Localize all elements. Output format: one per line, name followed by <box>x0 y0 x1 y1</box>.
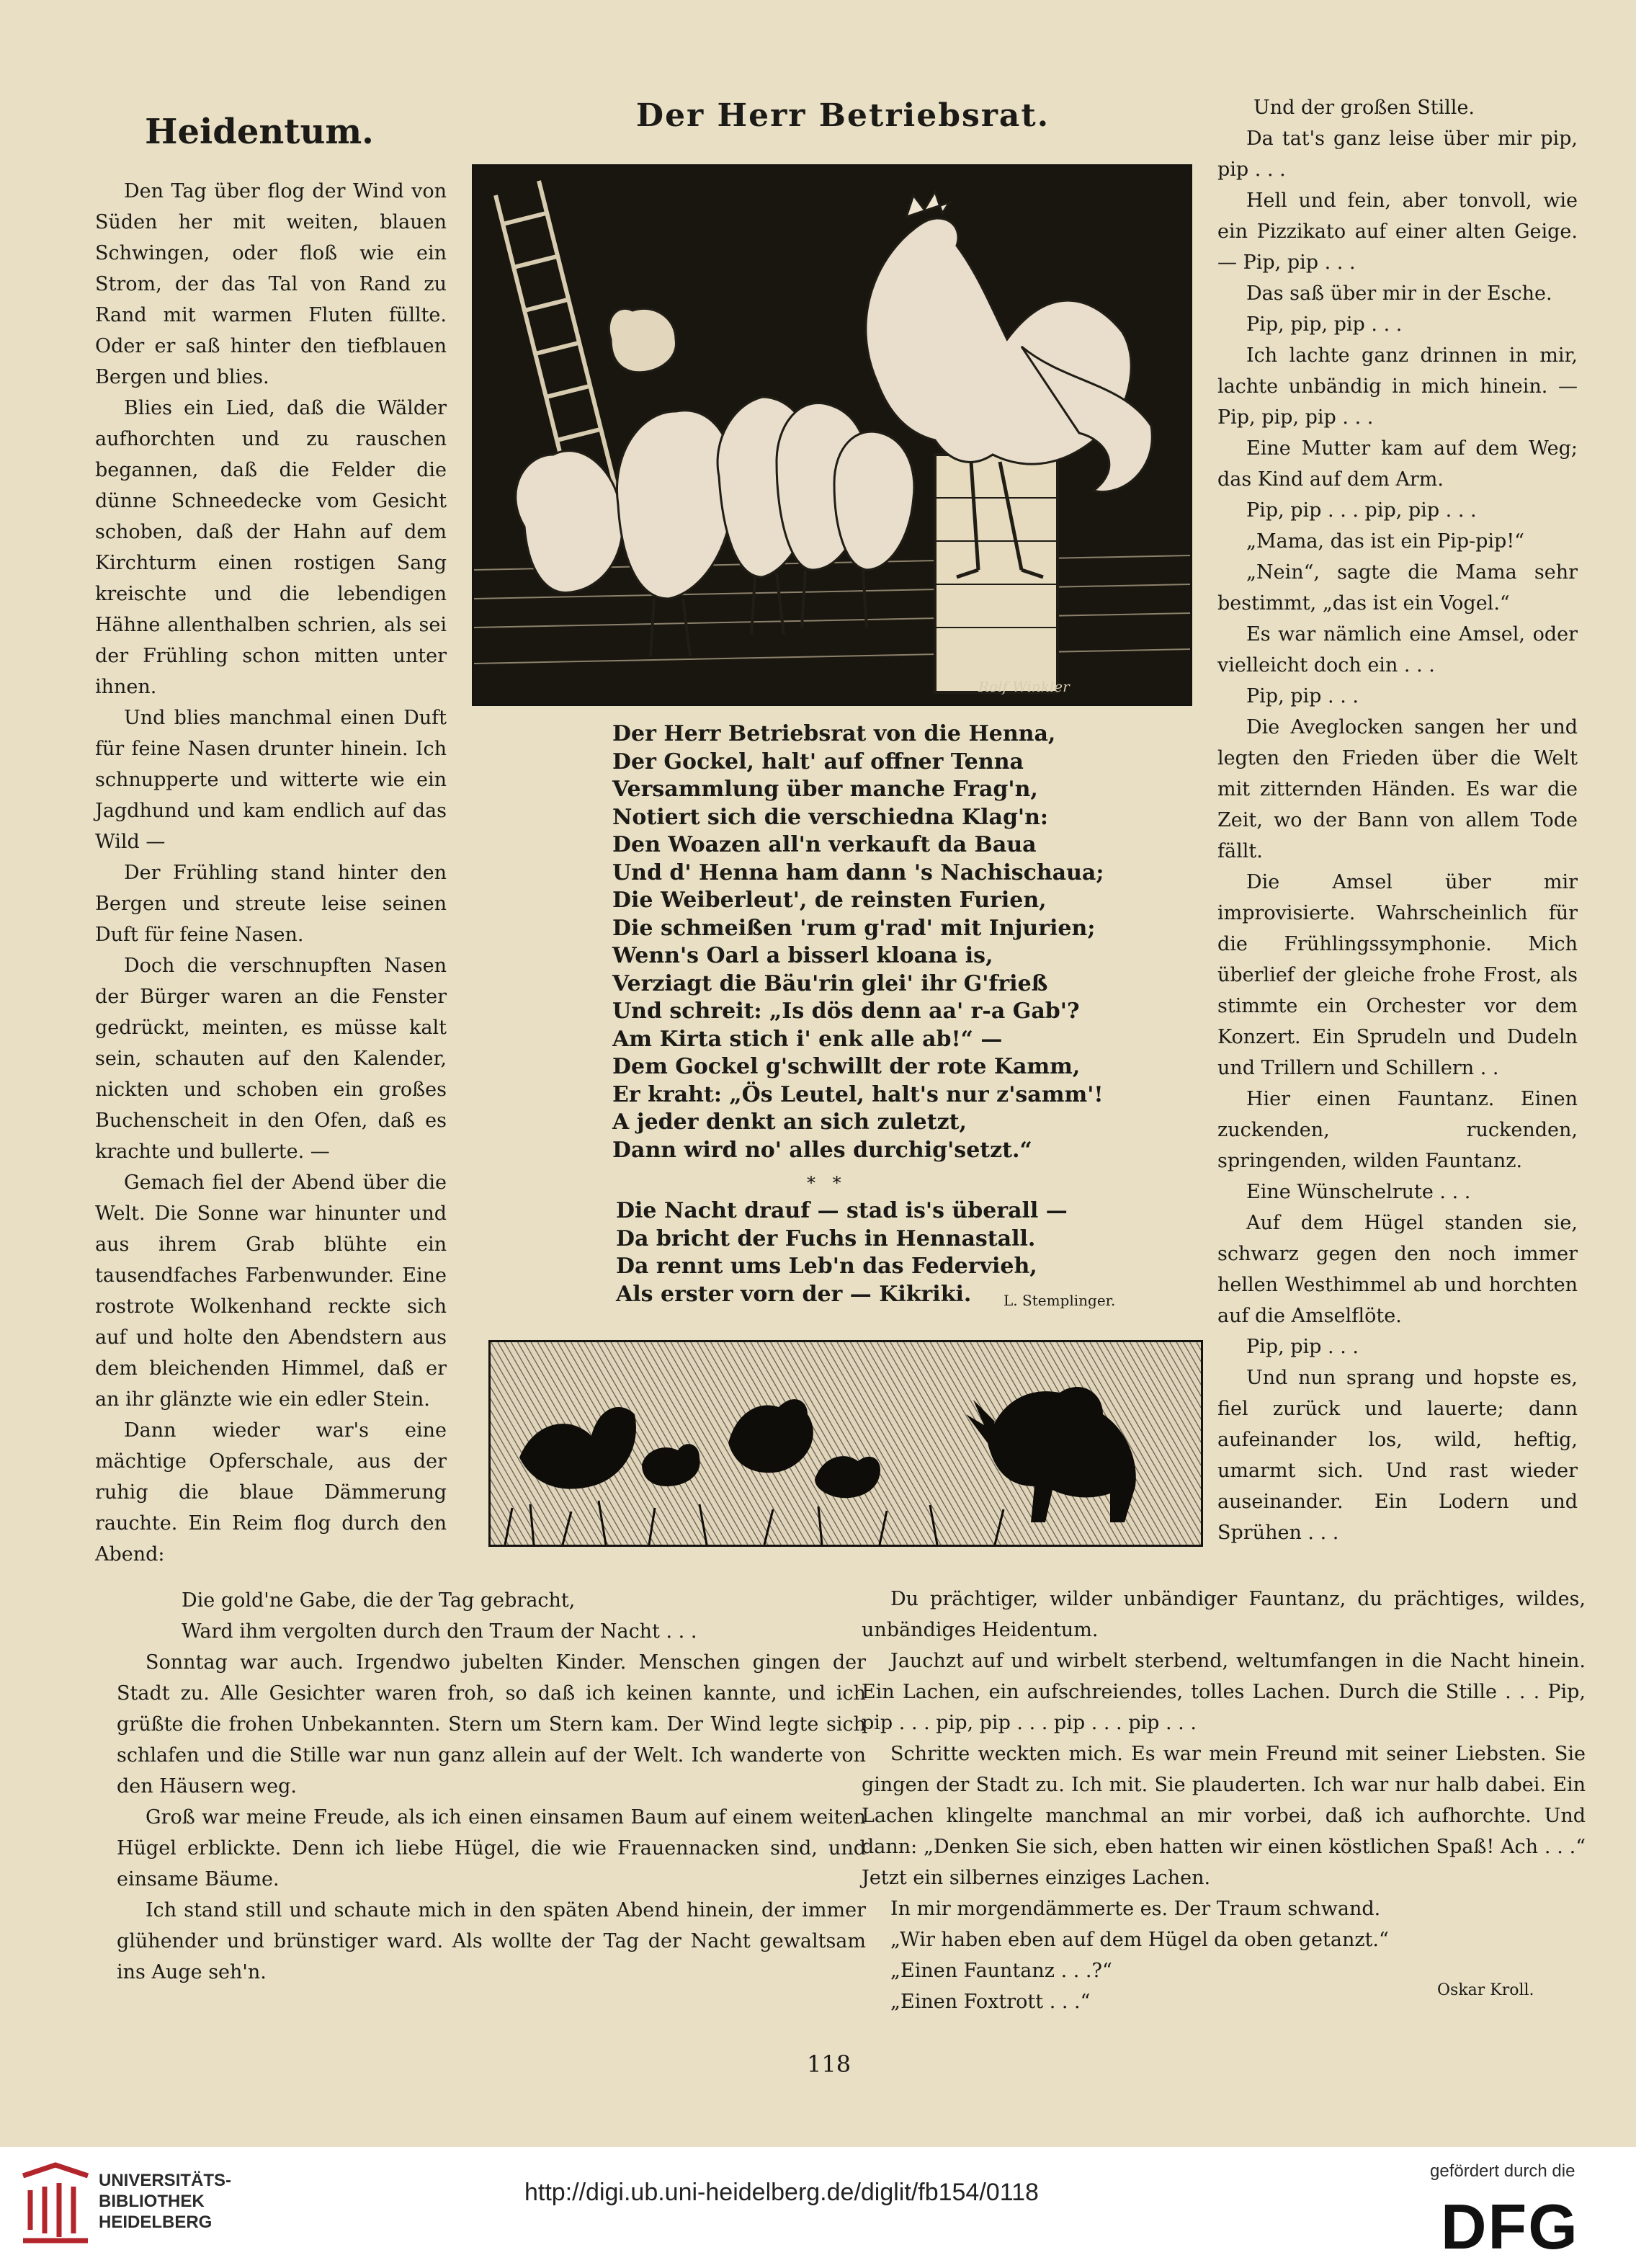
paragraph: Pip, pip, pip . . . <box>1246 313 1403 336</box>
paragraph: Jauchzt auf und wirbelt sterbend, weltumfangen in die Nacht hinein. Ein Lachen, ein aufschreiendes, tolles Lachen. Durch die Stille . . . Pip, pip . . . pip, pip . . . pip . . . pip . . . <box>862 1650 1586 1734</box>
funded-by-label: gefördert durch die <box>1430 2161 1575 2181</box>
digitization-footer <box>0 2147 1636 2268</box>
paragraph: Schritte weckten mich. Es war mein Freund mit seiner Liebsten. Sie gingen der Stadt zu. Ich mit. Sie plauderten. Ich war nur halb dabei. Ein Lachen klingelte manchmal an mir vorbei, daß ich aufhorchte. Und dann: „Denken Sie sich, eben hatten wir einen köstlichen Spaß! Ach . . .“ Jetzt ein silbernes einziges Lachen. <box>862 1743 1586 1889</box>
poem-line: Der Gockel, halt' auf offner Tenna <box>612 749 1024 774</box>
page-number: 118 <box>807 2050 851 2078</box>
paragraph: Es war nämlich eine Amsel, oder vielleicht doch ein . . . <box>1217 623 1578 677</box>
paragraph: Und der großen Stille. <box>1253 97 1475 119</box>
poem-line: Der Herr Betriebsrat von die Henna, <box>612 721 1056 746</box>
poem-line: Er kraht: „Ös Leutel, halt's nur z'samm'! <box>612 1081 1104 1107</box>
poem-line: Den Woazen all'n verkauft da Baua <box>612 832 1037 857</box>
paragraph: Hier einen Fauntanz. Einen zuckenden, ruckenden, springenden, wilden Fauntanz. <box>1217 1088 1578 1172</box>
paragraph: Der Frühling stand hinter den Bergen und streute leise seinen Duft für feine Nasen. <box>95 862 447 946</box>
paragraph: Das saß über mir in der Esche. <box>1246 282 1552 305</box>
verse-line: Die gold'ne Gabe, die der Tag gebracht, <box>182 1589 576 1612</box>
dfg-logo[interactable]: DFG <box>1441 2191 1579 2262</box>
library-name-line: HEIDELBERG <box>99 2213 213 2232</box>
poem-line: Wenn's Oarl a bisserl kloana is, <box>612 943 993 968</box>
paragraph: Blies ein Lied, daß die Wälder aufhorchten und zu rauschen begannen, daß die Felder die dünne Schneedecke vom Gesicht schoben, daß der Hahn auf dem Kirchturm einen rostigen Sang kreischte und die lebendigen Hähne allenthalben schrien, als sei der Frühling schon mitten unter ihnen. <box>95 397 447 698</box>
illustrator-signature: Rolf Winkler <box>978 678 1070 695</box>
paragraph: In mir morgendämmerte es. Der Traum schwand. <box>890 1898 1381 1920</box>
rooster-barn-illustration <box>472 164 1192 706</box>
poem-line: A jeder denkt an sich zuletzt, <box>612 1110 967 1135</box>
paragraph: Die Amsel über mir improvisierte. Wahrscheinlich für die Frühlingssymphonie. Mich überlief der gleiche frohe Frost, als stimmte ein Orchester vor dem Konzert. Ein Sprudeln und Dudeln und Trillern und Schillern . . <box>1217 871 1578 1079</box>
library-logo-mark-icon <box>16 2161 95 2246</box>
paragraph: Du prächtiger, wilder unbändiger Fauntanz, du prächtiges, wildes, unbändiges Heidentum. <box>862 1588 1586 1641</box>
paragraph: „Mama, das ist ein Pip-pip!“ <box>1246 530 1524 553</box>
permalink-url[interactable]: http://digi.ub.uni-heidelberg.de/diglit/fb154/0118 <box>524 2179 1039 2206</box>
paragraph: Da tat's ganz leise über mir pip, pip . . . <box>1217 128 1578 181</box>
poem-stanza-1 <box>612 720 1160 1164</box>
paragraph: Doch die verschnupften Nasen der Bürger waren an die Fenster gedrückt, meinten, es müsse kalt sein, schauten auf den Kalender, nickten und schoben ein großes Buchenscheit in den Ofen, daß es krachte und bullerte. — <box>95 955 447 1163</box>
paragraph: Auf dem Hügel standen sie, schwarz gegen den noch immer hellen Westhimmel ab und horchten auf die Amselflöte. <box>1217 1212 1578 1327</box>
poem-line: Am Kirta stich i' enk alle ab!“ — <box>612 1026 1003 1052</box>
poem-line: Verziagt die Bäu'rin glei' ihr G'frieß <box>612 970 1048 996</box>
poem-line: Als erster vorn der — Kikriki. <box>616 1281 972 1307</box>
paragraph: „Nein“, sagte die Mama sehr bestimmt, „das ist ein Vogel.“ <box>1217 561 1578 615</box>
fox-and-chickens-silhouette <box>491 1342 1201 1545</box>
paragraph: Und nun sprang und hopste es, fiel zurück und lauerte; dann aufeinander los, wild, heftig, umarmt sich. Und rast wieder auseinander. Ein Lodern und Sprühen . . . <box>1217 1367 1578 1544</box>
rooster-drawing <box>474 166 1190 704</box>
paragraph: Und blies manchmal einen Duft für feine Nasen drunter hinein. Ich schnupperte und witterte wie ein Jagdhund und kam endlich auf das Wild — <box>95 707 447 853</box>
paragraph: „Einen Fauntanz . . .?“ <box>890 1960 1112 1982</box>
paragraph: Gemach fiel der Abend über die Welt. Die Sonne war hinunter und aus ihrem Grab blühte ein tausendfaches Farbenwunder. Eine rostrote Wolkenhand reckte sich auf und holte den Abendstern aus dem bleichenden Himmel, daß er an ihr glänzte wie ein edler Stein. <box>95 1171 447 1411</box>
poem-line: Da rennt ums Leb'n das Federvieh, <box>616 1254 1037 1279</box>
library-name-line: BIBLIOTHEK <box>99 2192 205 2211</box>
poem-line: Dann wird no' alles durchig'setzt.“ <box>612 1137 1032 1163</box>
paragraph: Eine Mutter kam auf dem Weg; das Kind auf dem Arm. <box>1217 437 1578 491</box>
paragraph: Die Aveglocken sangen her und legten den Frieden über die Welt mit zitternden Händen. Es war die Zeit, wo der Bann von allem Tode fällt. <box>1217 716 1578 862</box>
paragraph: Pip, pip . . . <box>1246 1336 1359 1358</box>
university-library-logo-icon[interactable] <box>16 2161 95 2246</box>
verse-line: Ward ihm vergolten durch den Traum der Nacht . . . <box>182 1620 697 1643</box>
poem-line: Notiert sich die verschiedna Klag'n: <box>612 804 1048 830</box>
library-name <box>99 2170 231 2233</box>
right-text-column <box>1217 92 1578 1548</box>
paragraph: Ich stand still und schaute mich in den späten Abend hinein, der immer glühender und brünstiger ward. Als wollte der Tag der Nacht gewaltsam ins Auge seh'n. <box>117 1899 866 1983</box>
poem-line: Die schmeißen 'rum g'rad' mit Injurien; <box>612 915 1096 941</box>
bottom-right-text <box>862 1584 1586 2017</box>
paragraph: Den Tag über flog der Wind von Süden her mit weiten, blauen Schwingen, oder floß wie ein Strom, der das Tal von Rand zu Rand mit warmen Fluten füllte. Oder er saß hinter den tiefblauen Bergen und blies. <box>95 180 447 388</box>
article-author: Oskar Kroll. <box>1437 1981 1534 1999</box>
paragraph: Hell und fein, aber tonvoll, wie ein Pizzikato auf einer alten Geige. — Pip, pip . . . <box>1217 189 1578 274</box>
poem-line: Versammlung über manche Frag'n, <box>612 777 1038 802</box>
paragraph: Pip, pip . . . <box>1246 685 1359 707</box>
poem-heading-betriebsrat: Der Herr Betriebsrat. <box>635 97 1050 134</box>
left-text-column <box>95 176 447 1570</box>
fox-silhouette-illustration <box>488 1340 1203 1547</box>
paragraph: Eine Wünschelrute . . . <box>1246 1181 1471 1203</box>
poem-line: Die Nacht drauf — stad is's überall — <box>616 1198 1068 1223</box>
poem-line: Und schreit: „Is dös denn aa' r-a Gab'? <box>612 999 1080 1024</box>
paragraph: „Einen Foxtrott . . .“ <box>890 1991 1091 2013</box>
bottom-left-text <box>117 1585 866 1988</box>
library-name-line: UNIVERSITÄTS- <box>99 2171 232 2190</box>
poem-line: Dem Gockel g'schwillt der rote Kamm, <box>612 1054 1081 1079</box>
poem-author: L. Stemplinger. <box>1003 1292 1116 1309</box>
poem-line: Und d' Henna ham dann 's Nachischaua; <box>612 860 1104 885</box>
paragraph: Ich lachte ganz drinnen in mir, lachte unbändig in mich hinein. — Pip, pip, pip . . . <box>1217 344 1578 429</box>
paragraph: Groß war meine Freude, als ich einen einsamen Baum auf einem weiten Hügel erblickte. Denn ich liebe Hügel, die wie Frauennacken sind, und einsame Bäume. <box>117 1806 866 1890</box>
poem-line: Da bricht der Fuchs in Hennastall. <box>616 1225 1036 1251</box>
paragraph: Dann wieder war's eine mächtige Opferschale, aus der ruhig die blaue Dämmerung rauchte. Ein Reim flog durch den Abend: <box>95 1419 447 1566</box>
poem-line: Die Weiberleut', de reinsten Furien, <box>612 888 1047 913</box>
section-divider-stars: * * <box>807 1173 847 1193</box>
article-heading-heidentum: Heidentum. <box>145 112 374 152</box>
paragraph: Sonntag war auch. Irgendwo jubelten Kinder. Menschen gingen der Stadt zu. Alle Gesichter waren froh, so daß ich keinen kannte, und ich grüßte die frohen Unbekannten. Stern um Stern kam. Der Wind legte sich schlafen und die Stille war nun ganz allein auf der Welt. Ich wanderte von den Häusern weg. <box>117 1651 866 1798</box>
paragraph: „Wir haben eben auf dem Hügel da oben getanzt.“ <box>890 1929 1389 1951</box>
paragraph: Pip, pip . . . pip, pip . . . <box>1246 499 1477 522</box>
